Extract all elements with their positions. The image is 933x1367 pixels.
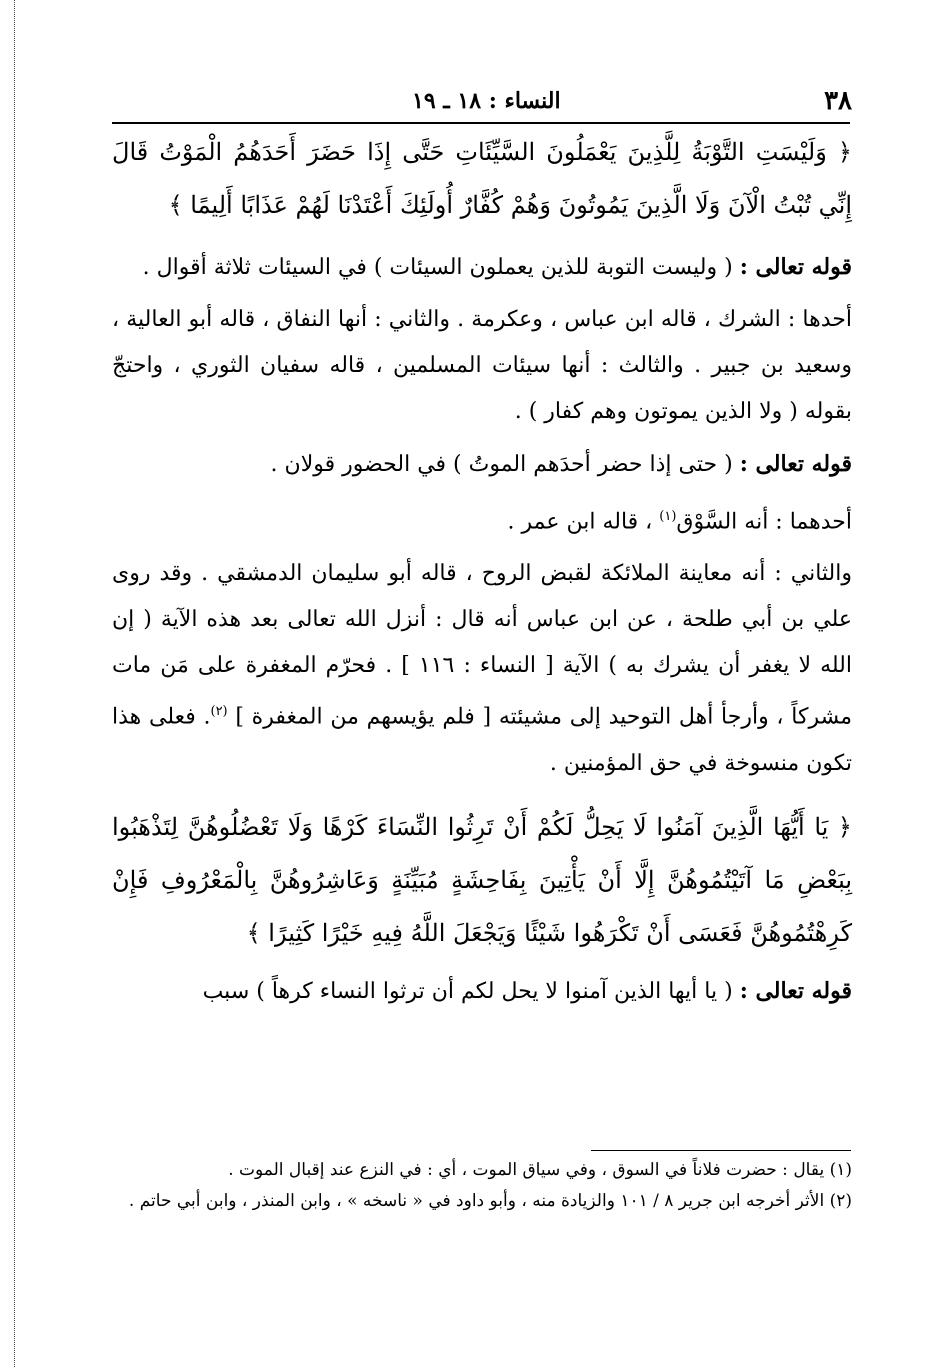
page-number: ٣٨ — [824, 86, 852, 116]
commentary-text: ( يا أيها الذين آمنوا لا يحل لكم أن ترثوا النساء كرهاً ) سبب — [202, 978, 733, 1004]
footnotes — [112, 1155, 852, 1217]
quran-verse-2: ﴿ يَا أَيُّهَا الَّذِينَ آمَنُوا لَا يَحِلُّ لَكُمْ أَنْ تَرِثُوا النِّسَاءَ كَرْهًا وَلَا تَعْضُلُوهُنَّ لِتَذْهَبُوا بِبَعْضِ مَا آتَيْتُمُوهُنَّ إِلَّا أَنْ يَأْتِينَ بِفَاحِشَةٍ مُبَيِّنَةٍ وَعَاشِرُوهُنَّ بِالْمَعْرُوفِ فَإِنْ كَرِهْتُمُوهُنَّ فَعَسَى أَنْ تَكْرَهُوا شَيْئًا وَيَجْعَلَ اللَّهُ فِيهِ خَيْرًا كَثِيرًا ﴾ — [112, 812, 852, 947]
footnote-ref-2: (٢) — [210, 704, 228, 720]
page-header — [112, 82, 852, 122]
running-title: النساء : ١٨ ـ ١٩ — [412, 88, 561, 114]
commentary-paragraph-4 — [112, 494, 852, 545]
commentary-label: قوله تعالى : — [739, 451, 852, 477]
page-edge-dotted-line — [14, 0, 15, 1367]
footnote-2: (٢) الأثر أخرجه ابن جرير ٨ / ١٠١ والزيادة منه ، وأبو داود في « ناسخه » ، وابن المنذر ، وابن أبي حاتم . — [128, 1191, 852, 1211]
commentary-paragraph-3 — [112, 441, 852, 488]
commentary-label: قوله تعالى : — [739, 977, 852, 1004]
commentary-paragraph-1 — [112, 244, 852, 291]
commentary-paragraph-5 — [112, 551, 852, 786]
commentary-text: والثاني : أنه معاينة الملائكة لقبض الروح ، قاله أبو سليمان الدمشقي . وقد روى علي بن أبي طلحة ، عن ابن عباس أنه قال : أنزل الله تعالى بعد هذه الآية ( إن الله لا يغفر أن يشرك به ) الآية [ النساء : ١١٦ ] . فحرّم المغفرة على مَن مات مشركاً ، وأرجأ أهل التوحيد إلى مشيئته [ فلم يؤيسهم من المغفرة ] — [112, 561, 852, 730]
footnote-1: (١) يقال : حضرت فلاناً في السوق ، وفي سياق الموت ، أي : في النزع عند إقبال الموت . — [228, 1160, 852, 1180]
main-text — [112, 126, 852, 1015]
footnote-rule — [591, 1150, 851, 1151]
commentary-text: ( وليست التوبة للذين يعملون السيئات ) في السيئات ثلاثة أقوال . — [142, 255, 733, 280]
footnote-ref-1: (١) — [659, 509, 677, 524]
commentary-text: أحدهما : أنه السَّوْق — [676, 509, 852, 535]
commentary-text-after: ، قاله ابن عمر . — [507, 509, 653, 535]
commentary-paragraph-6 — [112, 968, 852, 1015]
commentary-text: ( حتى إذا حضر أحدَهم الموتُ ) في الحضور قولان . — [270, 452, 733, 477]
quran-verse-1: ﴿ وَلَيْسَتِ التَّوْبَةُ لِلَّذِينَ يَعْمَلُونَ السَّيِّئَاتِ حَتَّى إِذَا حَضَرَ أَحَدَهُمُ الْمَوْتُ قَالَ إِنِّي تُبْتُ الْآنَ وَلَا الَّذِينَ يَمُوتُونَ وَهُمْ كُفَّارٌ أُولَئِكَ أَعْتَدْنَا لَهُمْ عَذَابًا أَلِيمًا ﴾ — [112, 138, 852, 219]
commentary-text-after: . فعلى هذا تكون منسوخة في حق المؤمنين . — [112, 704, 852, 776]
commentary-paragraph-2: أحدها : الشرك ، قاله ابن عباس ، وعكرمة . والثاني : أنها النفاق ، قاله أبو العالية ، وسعيد بن جبير . والثالث : أنها سيئات المسلمين ، قاله سفيان الثوري ، واحتجّ بقوله ( ولا الذين يموتون وهم كفار ) . — [112, 307, 852, 424]
header-rule — [112, 122, 850, 124]
commentary-label: قوله تعالى : — [739, 254, 852, 280]
